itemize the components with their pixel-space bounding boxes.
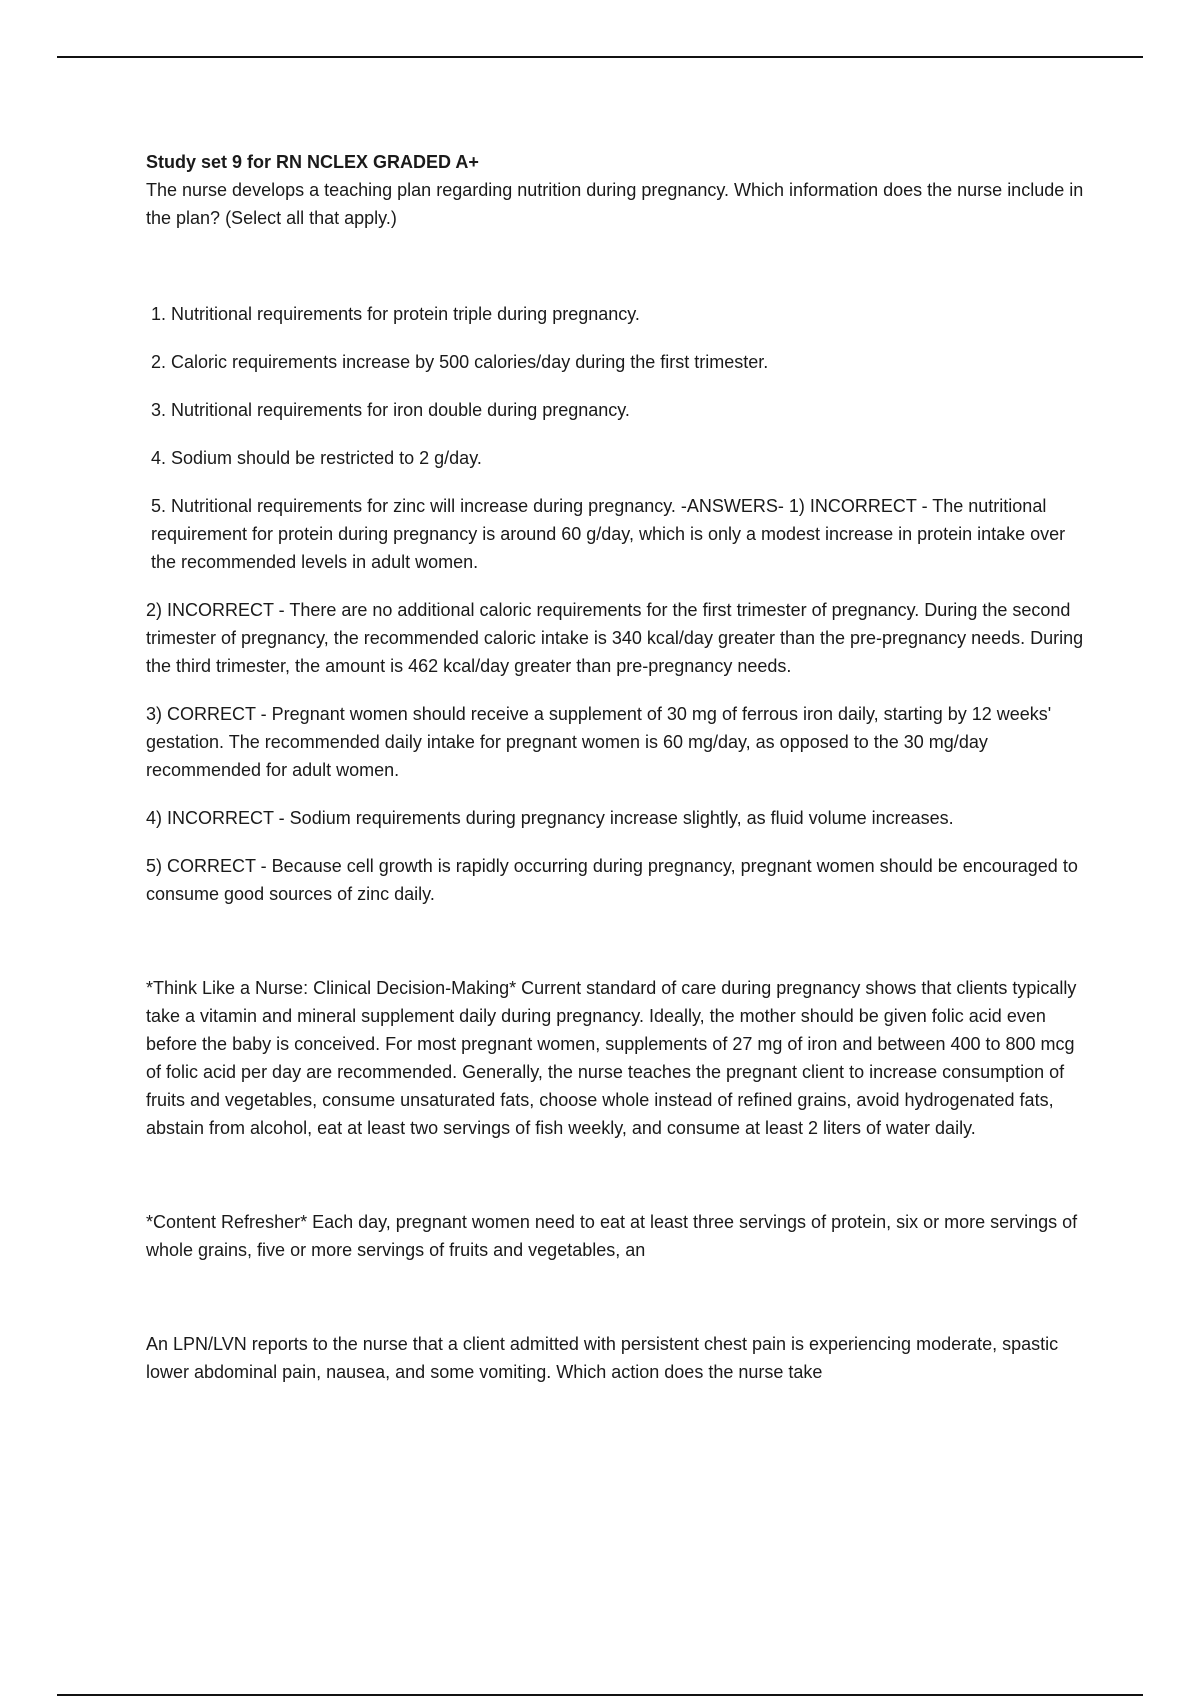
top-rule (57, 56, 1143, 58)
option-4: 4. Sodium should be restricted to 2 g/day. (151, 448, 482, 468)
think-like-a-nurse: *Think Like a Nurse: Clinical Decision-Making* Current standard of care during pregnancy shows that clients typically take a vitamin and mineral supplement daily during pregnancy. Ideally, the mother should be given folic acid even before the baby is conceived. For most pregnant women, supplements of 27 mg of iron and between 400 to 800 mcg of folic acid per day are recommended. Generally, the nurse teaches the pregnant client to increase consumption of fruits and vegetables, consume unsaturated fats, choose whole instead of refined grains, avoid hydrogenated fats, abstain from alcohol, eat at least two servings of fish weekly, and consume at least 2 liters of water daily. (146, 978, 1077, 1138)
next-question-stem: An LPN/LVN reports to the nurse that a client admitted with persistent chest pain is experiencing moderate, spastic lower abdominal pain, nausea, and some vomiting. Which action does the nurse take (146, 1334, 1059, 1382)
explanation-3: 3) CORRECT - Pregnant women should receive a supplement of 30 mg of ferrous iron daily, starting by 12 weeks' gestation. The recommended daily intake for pregnant women is 60 mg/day, as opposed to the 30 mg/day recommended for adult women. (146, 704, 1052, 780)
document-body (146, 148, 1091, 1386)
content-refresher: *Content Refresher* Each day, pregnant women need to eat at least three servings of protein, six or more servings of whole grains, five or more servings of fruits and vegetables, an (146, 1212, 1078, 1260)
explanation-4: 4) INCORRECT - Sodium requirements during pregnancy increase slightly, as fluid volume increases. (146, 808, 954, 828)
bottom-rule (57, 1694, 1143, 1696)
option-3: 3. Nutritional requirements for iron double during pregnancy. (151, 400, 630, 420)
option-2: 2. Caloric requirements increase by 500 calories/day during the first trimester. (151, 352, 769, 372)
document-title: Study set 9 for RN NCLEX GRADED A+ (146, 152, 479, 172)
answer-options (146, 300, 1091, 576)
question-stem: The nurse develops a teaching plan regarding nutrition during pregnancy. Which information does the nurse include in the plan? (Select all that apply.) (146, 180, 1084, 228)
explanation-2: 2) INCORRECT - There are no additional caloric requirements for the first trimester of pregnancy. During the second trimester of pregnancy, the recommended caloric intake is 340 kcal/day greater than the pre-pregnancy needs. During the third trimester, the amount is 462 kcal/day greater than pre-pregnancy needs. (146, 600, 1084, 676)
option-5-with-answers: 5. Nutritional requirements for zinc will increase during pregnancy. -ANSWERS- 1) INCORRECT - The nutritional requirement for protein during pregnancy is around 60 g/day, which is only a modest increase in protein intake over the recommended levels in adult women. (151, 496, 1066, 572)
option-1: 1. Nutritional requirements for protein triple during pregnancy. (151, 304, 640, 324)
explanation-5: 5) CORRECT - Because cell growth is rapidly occurring during pregnancy, pregnant women should be encouraged to consume good sources of zinc daily. (146, 856, 1078, 904)
